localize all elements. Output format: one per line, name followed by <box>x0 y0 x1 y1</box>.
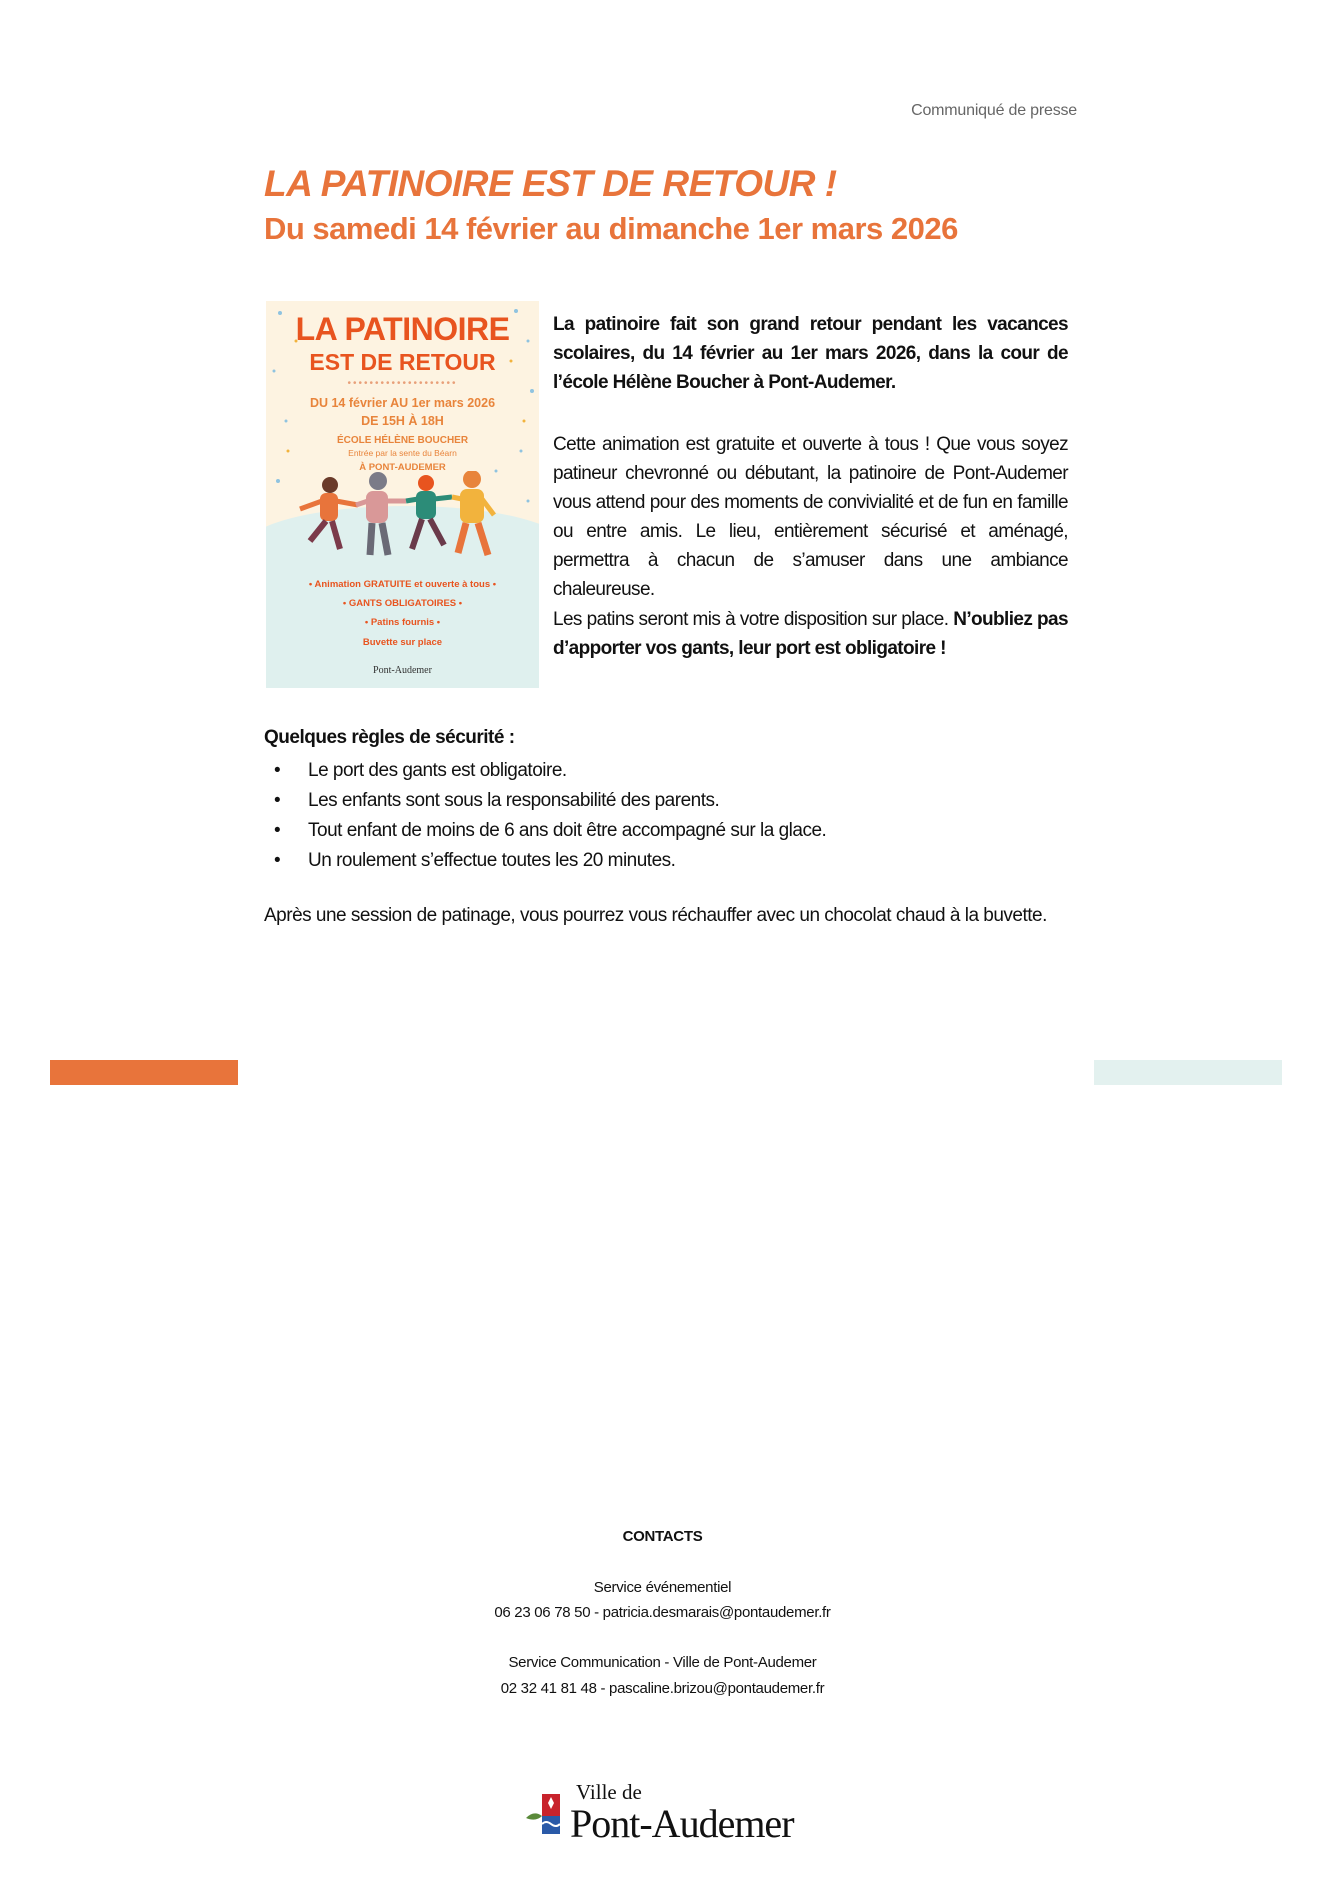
rules-heading: Quelques règles de sécurité : <box>264 727 515 748</box>
poster-hours: DE 15H À 18H <box>361 414 444 428</box>
contact-events-service: Service événementiel <box>593 1579 732 1596</box>
contact-communication-service: Service Communication - Ville de Pont-Audemer <box>508 1654 817 1671</box>
city-emblem-icon <box>520 1788 568 1838</box>
description-paragraph: Cette animation est gratuite et ouverte à tous ! Que vous soyez patineur chevronné ou débutant, la patinoire de Pont-Audemer vous attend pour des moments de convivialité et de fun en famille ou entre amis. Le lieu, entièrement sécurisé et aménagé, permettra à chacun de s’amuser dans une ambiance chaleureuse. <box>553 434 1068 600</box>
poster-info-free: • Animation GRATUITE et ouverte à tous • <box>308 579 497 590</box>
poster-divider: •••••••••••••••••••• <box>347 378 458 389</box>
poster-info-skates: • Patins fournis • <box>364 617 441 628</box>
intro-paragraph: La patinoire fait son grand retour pendant les vacances scolaires, du 14 février au 1er mars 2026, dans la cour de l’école Hélène Boucher à Pont-Audemer. <box>553 314 1068 393</box>
event-poster <box>266 301 539 688</box>
logo-line-1: Ville de <box>576 1780 642 1804</box>
poster-dates: DU 14 février AU 1er mars 2026 <box>309 396 496 410</box>
contact-communication-details: 02 32 41 81 48 - pascaline.brizou@pontaudemer.fr <box>500 1680 825 1697</box>
closing-paragraph: Après une session de patinage, vous pourrez vous réchauffer avec un chocolat chaud à la buvette. <box>264 905 1047 926</box>
skates-paragraph <box>553 605 1068 663</box>
list-item: • Les enfants sont sous la responsabilité des parents. <box>264 786 826 816</box>
logo-line-2: Pont-Audemer <box>570 1801 794 1846</box>
poster-logo: Pont-Audemer <box>373 665 432 676</box>
contacts-heading: CONTACTS <box>622 1528 703 1545</box>
decorative-band-orange <box>50 1060 238 1085</box>
decorative-band-ice <box>1094 1060 1282 1085</box>
poster-title-line2: EST DE RETOUR <box>309 349 496 375</box>
press-release-label: Communiqué de presse <box>911 102 1077 119</box>
contact-events-details: 06 23 06 78 50 - patricia.desmarais@pontaudemer.fr <box>494 1604 831 1621</box>
list-item: • Un roulement s’effectue toutes les 20 minutes. <box>264 846 826 876</box>
skates-text: Les patins seront mis à votre disposition sur place. <box>553 609 954 630</box>
page-title: LA PATINOIRE EST DE RETOUR ! <box>264 163 837 204</box>
rules-list <box>264 756 826 876</box>
poster-entry: Entrée par la sente du Béarn <box>348 448 457 458</box>
poster-info-gloves: • GANTS OBLIGATOIRES • <box>342 598 463 609</box>
poster-info-bar: Buvette sur place <box>362 637 443 648</box>
poster-title: LA PATINOIRE <box>295 311 510 347</box>
list-item: • Tout enfant de moins de 6 ans doit être accompagné sur la glace. <box>264 816 826 846</box>
skaters-illustration <box>276 471 529 581</box>
page-subtitle: Du samedi 14 février au dimanche 1er mars 2026 <box>264 211 958 246</box>
poster-school: ÉCOLE HÉLÈNE BOUCHER <box>336 435 469 446</box>
list-item: • Le port des gants est obligatoire. <box>264 756 826 786</box>
city-logo <box>520 1778 810 1848</box>
poster-city: À PONT-AUDEMER <box>359 462 446 473</box>
gloves-reminder: N’oubliez pas d’apporter vos gants, leur port est obligatoire ! <box>553 609 1068 659</box>
